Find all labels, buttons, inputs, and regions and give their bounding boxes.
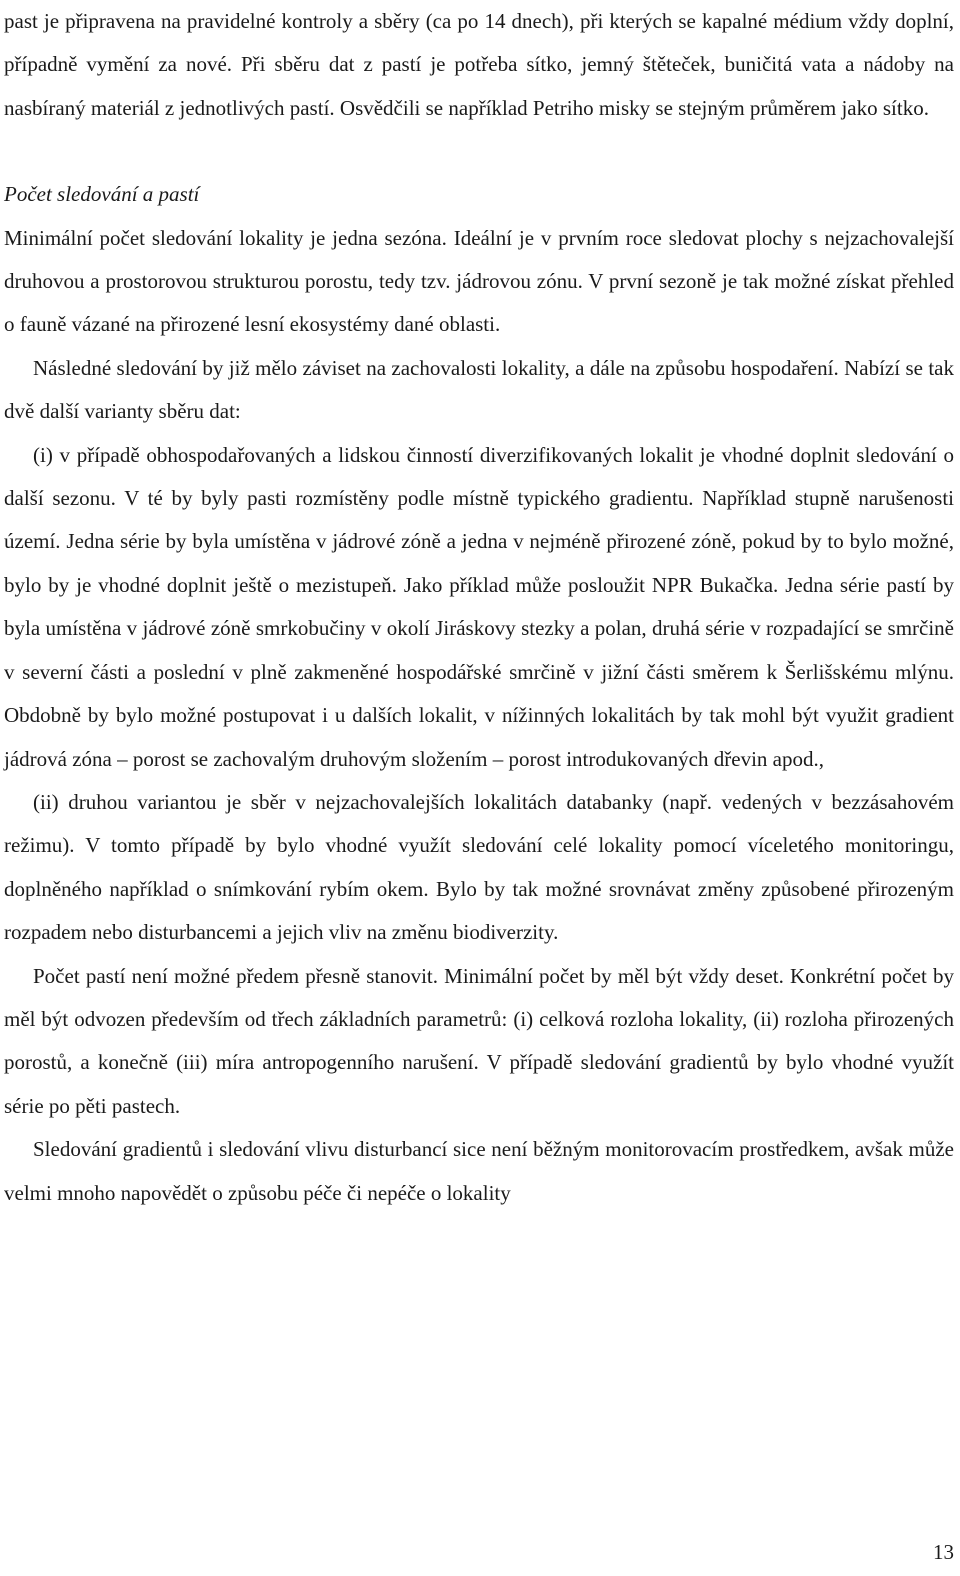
- paragraph-gradient-monitoring: Sledování gradientů i sledování vlivu disturbancí sice není běžným monitorovacím prostředkem, avšak může velmi mnoho napovědět o způsobu péče či nepéče o lokality: [4, 1137, 954, 1205]
- paragraph-follow-up-monitoring: Následné sledování by již mělo záviset na zachovalosti lokality, a dále na způsobu hospodaření. Nabízí se tak dvě další varianty sběru dat:: [4, 355, 954, 424]
- paragraph-variant-i: (i) v případě obhospodařovaných a lidskou činností diverzifikovaných lokalit je vhodné doplnit sledování o další sezonu. V té by byly pasti rozmístěny podle místně typického gradientu. Například stupně narušenosti území. Jedna série by byla umístěna v jádrové zóně a jedna v nejméně přirozené zóně, pokud by to bylo možné, bylo by je vhodné doplnit ještě o mezistupeň. Jako příklad může posloužit NPR Bukačka. Jedna série pastí by byla umístěna v jádrové zóně smrkobučiny v okolí Jiráskovy stezky a polan, druhá série v rozpadající se smrčině v severní části a poslední v plně zakmeněné hospodářské smrčině v jižní části směrem k Šerlišskému mlýnu. Obdobně by bylo možné postupovat i u dalších lokalit, v nížinných lokalitách by tak mohl být využit gradient jádrová zóna – porost se zachovalým druhovým složením – porost introdukovaných dřevin apod.,: [4, 442, 954, 771]
- paragraph-minimum-monitoring: Minimální počet sledování lokality je jedna sezóna. Ideální je v prvním roce sledovat plochy s nejzachovalejší druhovou a prostorovou strukturou porostu, tedy tzv. jádrovou zónu. V první sezoně je tak možné získat přehled o fauně vázané na přirozené lesní ekosystémy dané oblasti.: [4, 225, 954, 337]
- paragraph-trap-collection: past je připravena na pravidelné kontroly a sběry (ca po 14 dnech), při kterých se kapalné médium vždy doplní, případně vymění za nové. Při sběru dat z pastí je potřeba sítko, jemný štěteček, buničitá vata a nádoby na nasbíraný materiál z jednotlivých pastí. Osvědčili se například Petriho misky se stejným průměrem jako sítko.: [4, 9, 954, 120]
- page-number: 13: [933, 1540, 954, 1564]
- document-page: [4, 0, 954, 1215]
- paragraph-variant-ii: (ii) druhou variantou je sběr v nejzachovalejších lokalitách databanky (např. vedených v bezzásahovém režimu). V tomto případě by bylo vhodné využít sledování celé lokality pomocí víceletého monitoringu, doplněného například o snímkování rybím okem. Bylo by tak možné srovnávat změny způsobené přirozeným rozpadem nebo disturbancemi a jejich vliv na změnu biodiverzity.: [4, 789, 954, 945]
- paragraph-trap-count: Počet pastí není možné předem přesně stanovit. Minimální počet by měl být vždy deset. Konkrétní počet by měl být odvozen především od třech základních parametrů: (i) celková rozloha lokality, (ii) rozloha přirozených porostů, a konečně (iii) míra antropogenního narušení. V případě sledování gradientů by bylo vhodné využít série po pěti pastech.: [4, 963, 954, 1118]
- section-heading: Počet sledování a pastí: [4, 182, 200, 207]
